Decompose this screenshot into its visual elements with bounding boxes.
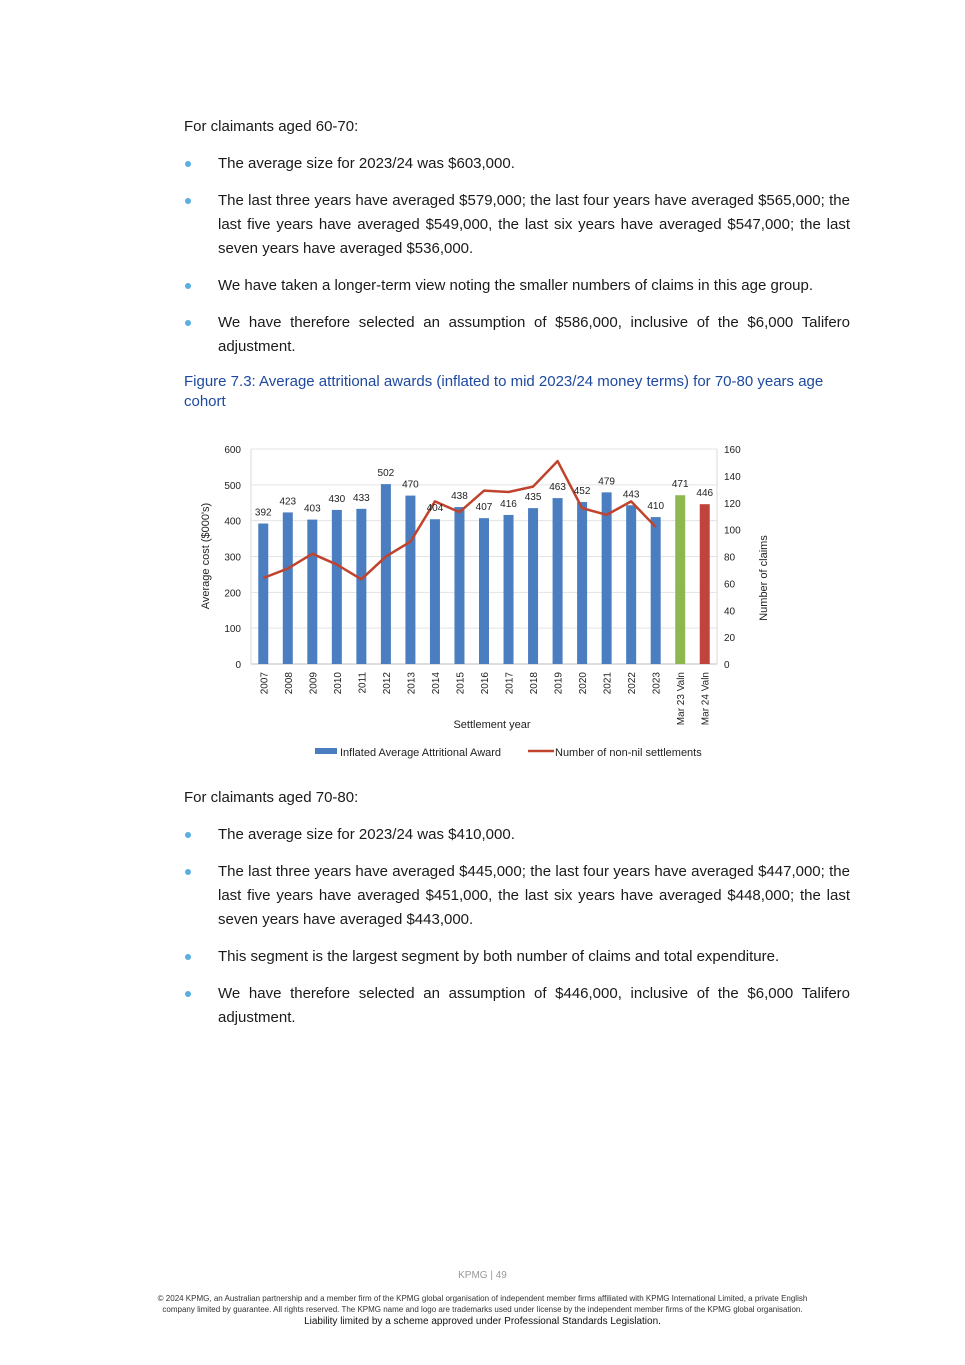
bar (577, 502, 587, 664)
bar (602, 492, 612, 664)
bar (283, 512, 293, 664)
bar-data-label: 416 (500, 498, 517, 510)
y2-tick-label: 140 (724, 471, 741, 483)
y-axis-label: Average cost ($000's) (200, 502, 212, 610)
bar-data-label: 463 (549, 482, 566, 494)
y2-tick-label: 20 (724, 633, 736, 645)
y2-tick-label: 80 (724, 552, 736, 564)
bullet-item: This segment is the largest segment by both number of claims and total expenditure. (184, 945, 850, 969)
bar-data-label: 433 (353, 492, 370, 504)
bar-data-label: 443 (622, 489, 640, 501)
bullet-item: The last three years have averaged $579,000; the last four years have averaged $565,000; the last five years have averaged $549,000, the last six years have averaged $547,000; the last seven years have averaged $536,000. (184, 189, 850, 261)
figure-caption: Figure 7.3: Average attritional awards (inflated to mid 2023/24 money terms) for 70-80 years age cohort (184, 373, 824, 410)
bullet-item: We have taken a longer-term view noting the smaller numbers of claims in this age group. (184, 274, 850, 298)
copyright-line: © 2024 KPMG, an Australian partnership and a member firm of the KPMG global organisation of independent member firms affiliated with KPMG International Limited, a private English (157, 1294, 808, 1303)
y2-tick-label: 40 (724, 606, 736, 618)
x-tick-label: 2014 (430, 672, 442, 695)
bar (626, 505, 636, 664)
y2-axis-ticks (724, 445, 741, 671)
x-tick-label: Mar 23 Valn (676, 672, 688, 726)
bullet-item: We have therefore selected an assumption of $446,000, inclusive of the $6,000 Talifero adjustment. (184, 982, 850, 1030)
y-tick-label: 0 (235, 660, 241, 671)
bar (332, 510, 342, 664)
combo-chart (184, 430, 850, 770)
bar (405, 496, 415, 664)
bar-data-label: 470 (402, 479, 419, 491)
bar-data-label: 423 (279, 496, 297, 508)
y2-tick-label: 160 (724, 445, 741, 456)
bar (454, 507, 464, 664)
legend-label-bars: Inflated Average Attritional Award (340, 747, 502, 759)
bar-data-label: 435 (524, 492, 542, 504)
y-tick-label: 400 (224, 516, 241, 528)
y-tick-label: 200 (224, 588, 241, 600)
x-axis-label: Settlement year (453, 719, 531, 731)
bar (651, 517, 661, 664)
y-tick-label: 100 (224, 624, 241, 636)
bullet-list (184, 152, 850, 359)
x-tick-label: 2016 (480, 672, 491, 695)
bar (504, 515, 514, 664)
liability-notice: Liability limited by a scheme approved under Professional Standards Legislation. (304, 1316, 661, 1327)
bar-data-label: 479 (598, 476, 615, 488)
bar (528, 508, 538, 664)
bar-data-label: 446 (696, 488, 714, 500)
section-60-70 (184, 115, 850, 412)
x-tick-label: 2022 (627, 672, 639, 695)
bar (258, 524, 268, 664)
bar-data-label: 502 (377, 468, 395, 480)
bar (553, 498, 563, 664)
section-70-80 (184, 786, 850, 1043)
bullet-item: We have therefore selected an assumption of $586,000, inclusive of the $6,000 Talifero adjustment. (184, 311, 850, 359)
x-tick-label: 2020 (578, 672, 590, 695)
x-tick-label: Mar 24 Valn (700, 672, 712, 726)
section-intro: For claimants aged 70-80: (184, 789, 359, 806)
legend-label-line: Number of non-nil settlements (555, 747, 702, 759)
x-tick-label: 2010 (332, 672, 344, 695)
bar-data-label: 452 (573, 486, 591, 498)
x-tick-label: 2019 (553, 672, 565, 695)
bullet-item: The last three years have averaged $445,000; the last four years have averaged $447,000; the last five years have averaged $451,000, the last six years have averaged $448,000; the last seven years have averaged $443,000. (184, 860, 850, 932)
x-tick-label: 2009 (308, 672, 320, 695)
bar (356, 509, 366, 664)
page-number: KPMG | 49 (458, 1270, 507, 1281)
x-tick-label: 2021 (602, 672, 614, 695)
bar-data-label: 407 (475, 502, 493, 514)
y-tick-label: 500 (224, 480, 241, 492)
bar-data-label: 404 (426, 503, 444, 515)
y-axis-ticks (224, 445, 241, 671)
bar-data-label: 471 (671, 479, 689, 491)
bar-data-label: 410 (647, 501, 665, 513)
bar (675, 495, 685, 664)
bar-data-label: 403 (303, 503, 321, 515)
x-tick-label: 2011 (357, 672, 369, 694)
x-axis-ticks (259, 672, 711, 726)
x-tick-label: 2008 (283, 672, 295, 695)
copyright-line: company limited by guarantee. All rights reserved. The KPMG name and logo are trademarks used under license by the independent member firms of the KPMG global organisation. (162, 1305, 803, 1314)
bullet-list (184, 823, 850, 1030)
section-intro: For claimants aged 60-70: (184, 118, 359, 135)
x-tick-label: 2018 (529, 672, 541, 695)
bar-data-labels (255, 468, 714, 518)
x-tick-label: 2017 (504, 672, 516, 695)
bar-data-label: 430 (328, 493, 346, 505)
x-tick-label: 2015 (455, 672, 467, 695)
x-tick-label: 2013 (406, 672, 418, 695)
bar (700, 504, 710, 664)
chart (184, 430, 850, 770)
legend-swatch-bars (315, 748, 337, 754)
y-tick-label: 300 (224, 552, 241, 564)
bar (307, 520, 317, 664)
y2-axis-label: Number of claims (758, 535, 770, 621)
x-tick-label: 2012 (381, 672, 393, 695)
y2-tick-label: 100 (724, 525, 741, 537)
y2-tick-label: 120 (724, 498, 741, 510)
legend (315, 747, 702, 759)
y2-tick-label: 60 (724, 579, 736, 591)
bar-data-label: 438 (451, 491, 468, 503)
bullet-item: The average size for 2023/24 was $603,000. (184, 152, 850, 176)
x-tick-label: 2023 (651, 672, 663, 695)
x-tick-label: 2007 (259, 672, 271, 695)
y2-tick-label: 0 (724, 660, 730, 671)
bar (479, 518, 489, 664)
copyright-notice (100, 1293, 865, 1315)
y-tick-label: 600 (224, 445, 241, 456)
bullet-item: The average size for 2023/24 was $410,000. (184, 823, 850, 847)
bar-data-label: 392 (254, 507, 272, 519)
bar (430, 519, 440, 664)
bar (381, 484, 391, 664)
